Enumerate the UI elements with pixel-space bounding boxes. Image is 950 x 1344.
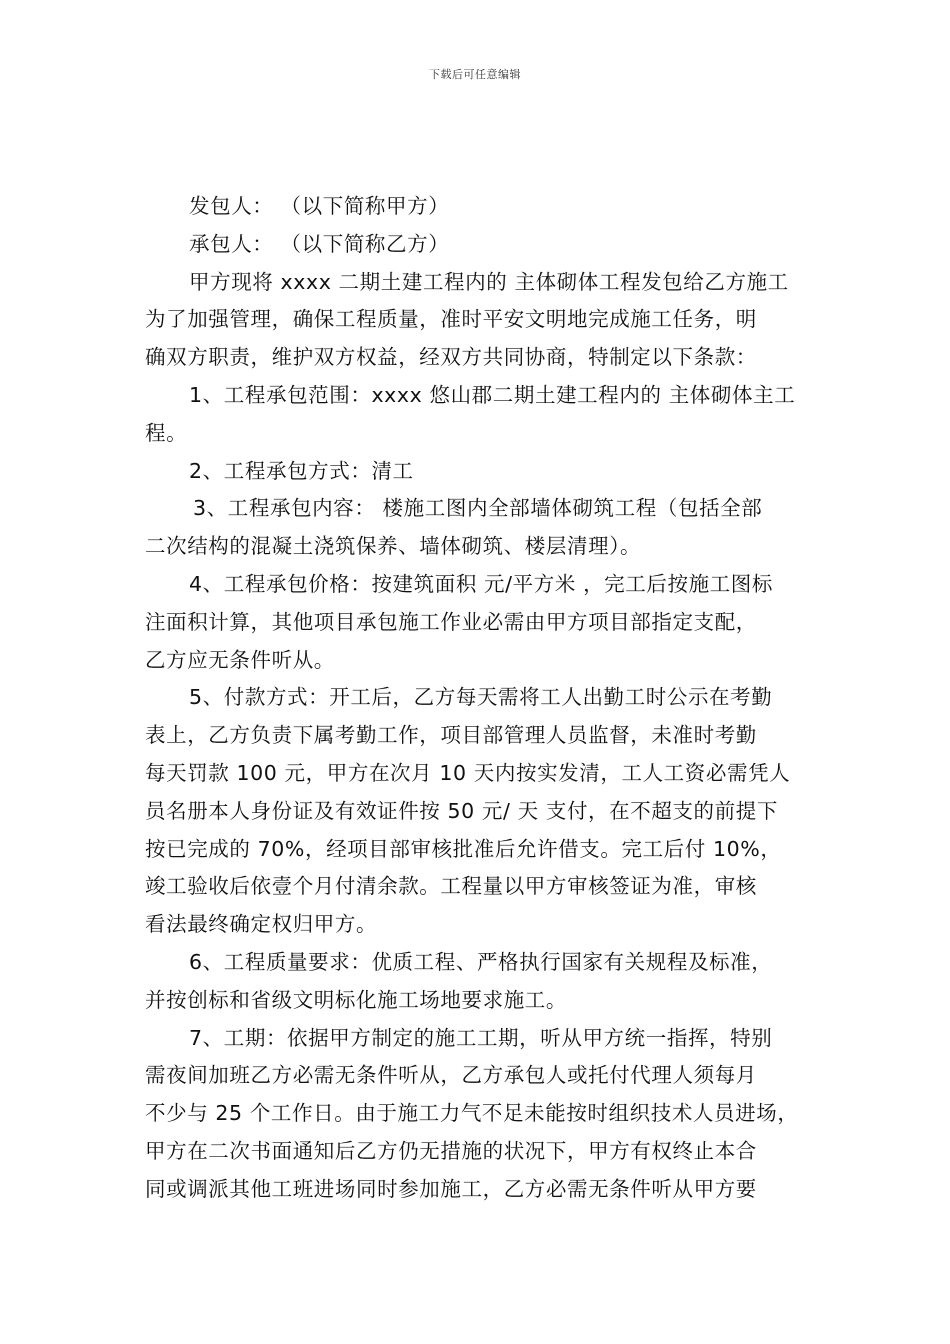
text-line: 确双方职责，维护双方权益，经双方共同协商，特制定以下条款：	[145, 345, 757, 370]
text-line: 并按创标和省级文明标化施工场地要求施工。	[145, 987, 567, 1012]
text-line: 1、工程承包范围：xxxx 悠山郡二期土建工程内的 主体砌体主工	[189, 382, 796, 407]
text-line: 3、工程承包内容： 楼施工图内全部墙体砌筑工程（包括全部	[193, 496, 763, 521]
text-line: 员名册本人身份证及有效证件按 50 元/ 天 支付，在不超支的前提下	[145, 798, 778, 823]
text-line: 6、工程质量要求：优质工程、严格执行国家有关规程及标准，	[189, 949, 773, 974]
text-line: 甲方现将 xxxx 二期土建工程内的 主体砌体工程发包给乙方施工	[189, 269, 789, 294]
text-line: 承包人： （以下简称乙方）	[189, 231, 450, 256]
text-line: 4、工程承包价格：按建筑面积 元/平方米 ，完工后按施工图标	[189, 571, 773, 596]
text-line: 注面积计算，其他项目承包施工作业必需由甲方项目部指定支配，	[145, 609, 757, 634]
header-note: 下载后可任意编辑	[429, 68, 521, 81]
contract-body	[145, 188, 815, 1209]
text-line: 5、付款方式：开工后，乙方每天需将工人出勤工时公示在考勤	[189, 685, 773, 710]
text-line: 程。	[145, 420, 188, 445]
text-line: 同或调派其他工班进场同时参加施工，乙方必需无条件听从甲方要	[145, 1176, 757, 1201]
text-line: 甲方在二次书面通知后乙方仍无措施的状况下，甲方有权终止本合	[145, 1138, 757, 1163]
text-line: 不少与 25 个工作日。由于施工力气不足未能按时组织技术人员进场，	[145, 1101, 799, 1126]
text-line: 发包人： （以下简称甲方）	[189, 194, 450, 218]
text-line: 乙方应无条件听从。	[145, 647, 335, 672]
text-line: 看法最终确定权归甲方。	[145, 912, 378, 937]
text-line: 7、工期：依据甲方制定的施工工期，听从甲方统一指挥，特别	[189, 1025, 773, 1050]
text-line: 竣工验收后依壹个月付清余款。工程量以甲方审核签证为准，审核	[145, 874, 757, 899]
text-line: 按已完成的 70%，经项目部审核批准后允许借支。完工后付 10%，	[145, 836, 782, 861]
text-line: 二次结构的混凝土浇筑保养、墙体砌筑、楼层清理）。	[145, 534, 642, 559]
text-line: 表上，乙方负责下属考勤工作，项目部管理人员监督，未准时考勤	[145, 723, 757, 748]
text-line: 需夜间加班乙方必需无条件听从，乙方承包人或托付代理人须每月	[145, 1063, 757, 1088]
text-line: 为了加强管理，确保工程质量，准时平安文明地完成施工任务，明	[145, 307, 757, 332]
text-line: 2、工程承包方式：清工	[189, 458, 414, 483]
text-line: 每天罚款 100 元，甲方在次月 10 天内按实发清，工人工资必需凭人	[145, 760, 791, 785]
